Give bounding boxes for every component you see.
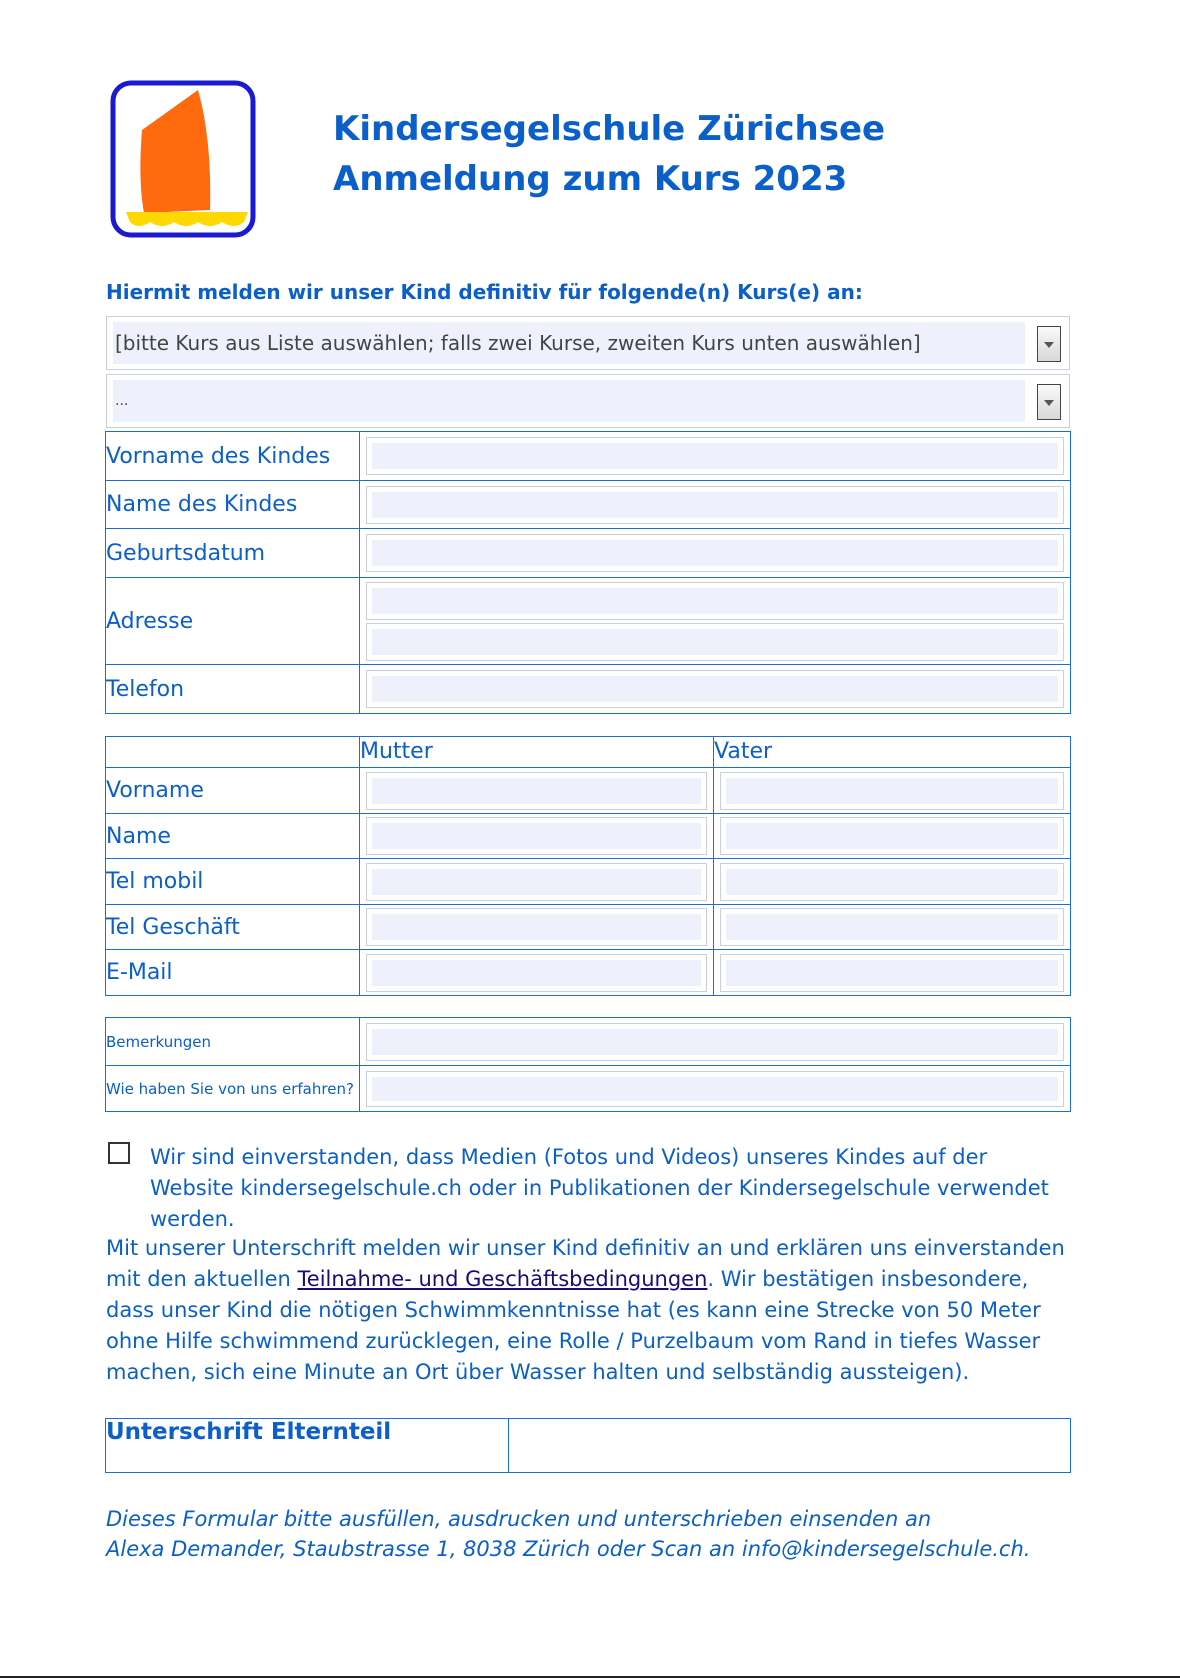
legal-text-before: Mit unserer Unterschrift melden wir unser Kind definitiv an und erklären uns einverstanden mit den aktuellen: [106, 1236, 1065, 1291]
footer-note: [106, 1504, 1072, 1564]
child-address-line2-field[interactable]: [366, 623, 1064, 661]
legal-text-after: . Wir bestätigen insbesondere, dass unser Kind die nötigen Schwimmkenntnisse hat (es kann eine Strecke von 50 Meter ohne Hilfe schwimmend zurücklegen, eine Rolle / Purzelbaum vom Rand in tiefes Wasser machen, sich eine Minute an Ort über Wasser halten und selbständig aussteigen).: [106, 1267, 1041, 1384]
child-first-name-label: Vorname des Kindes: [106, 432, 360, 481]
parent-first-name-label: Vorname: [106, 768, 360, 814]
child-phone-field[interactable]: [366, 670, 1064, 708]
father-header: Vater: [714, 737, 1071, 768]
title-line-1: Kindersegelschule Zürichsee: [333, 109, 886, 149]
mother-mobile-field[interactable]: [366, 863, 707, 901]
father-email-field[interactable]: [720, 954, 1064, 992]
mother-email-field[interactable]: [366, 954, 707, 992]
mother-last-name-field[interactable]: [366, 817, 707, 855]
legal-text: [106, 1233, 1072, 1388]
course-select-1[interactable]: [106, 316, 1070, 370]
source-field[interactable]: [366, 1071, 1064, 1107]
signature-field[interactable]: [509, 1419, 1071, 1473]
mother-first-name-field[interactable]: [366, 772, 707, 810]
parent-last-name-label: Name: [106, 814, 360, 859]
course-select-2-value: ...: [113, 380, 1025, 422]
title-line-2: Anmeldung zum Kurs 2023: [333, 159, 848, 199]
child-table: [105, 431, 1071, 714]
child-last-name-field[interactable]: [366, 486, 1064, 524]
father-last-name-field[interactable]: [720, 817, 1064, 855]
child-birthdate-label: Geburtsdatum: [106, 529, 360, 578]
mother-business-phone-field[interactable]: [366, 908, 707, 946]
child-address-label: Adresse: [106, 578, 360, 665]
terms-link[interactable]: Teilnahme- und Geschäftsbedingungen: [297, 1267, 708, 1291]
father-first-name-field[interactable]: [720, 772, 1064, 810]
signature-table: [105, 1418, 1071, 1473]
child-first-name-field[interactable]: [366, 437, 1064, 475]
child-birthdate-field[interactable]: [366, 534, 1064, 572]
parent-mobile-label: Tel mobil: [106, 859, 360, 905]
mother-header: Mutter: [360, 737, 714, 768]
media-consent-checkbox[interactable]: [108, 1142, 130, 1164]
source-label: Wie haben Sie von uns erfahren?: [106, 1066, 360, 1112]
parents-header-empty: [106, 737, 360, 768]
remarks-field[interactable]: [366, 1023, 1064, 1061]
parent-email-label: E-Mail: [106, 950, 360, 996]
page-title: [333, 104, 885, 204]
sailboat-logo: [110, 80, 256, 238]
parents-table: [105, 736, 1071, 996]
child-address-line1-field[interactable]: [366, 582, 1064, 620]
media-consent-text: Wir sind einverstanden, dass Medien (Fotos und Videos) unseres Kindes auf der Website kindersegelschule.ch oder in Publikationen der Kindersegelschule verwendet werden.: [150, 1145, 1049, 1231]
chevron-down-icon[interactable]: [1037, 384, 1061, 420]
father-business-phone-field[interactable]: [720, 908, 1064, 946]
child-last-name-label: Name des Kindes: [106, 481, 360, 529]
child-phone-label: Telefon: [106, 665, 360, 714]
signature-label: Unterschrift Elternteil: [106, 1419, 509, 1473]
course-select-1-value: [bitte Kurs aus Liste auswählen; falls zwei Kurse, zweiten Kurs unten auswählen]: [113, 322, 1025, 364]
chevron-down-icon[interactable]: [1037, 326, 1061, 362]
father-mobile-field[interactable]: [720, 863, 1064, 901]
footer-line-2: Alexa Demander, Staubstrasse 1, 8038 Zürich oder Scan an info@kindersegelschule.ch.: [106, 1537, 1031, 1561]
remarks-table: [105, 1017, 1071, 1112]
intro-text: Hiermit melden wir unser Kind definitiv für folgende(n) Kurs(e) an:: [106, 280, 863, 304]
parent-business-phone-label: Tel Geschäft: [106, 905, 360, 950]
remarks-label: Bemerkungen: [106, 1018, 360, 1066]
course-select-2[interactable]: [106, 374, 1070, 428]
boat-hull-icon: [126, 212, 248, 226]
footer-line-1: Dieses Formular bitte ausfüllen, ausdrucken und unterschrieben einsenden an: [106, 1507, 932, 1531]
